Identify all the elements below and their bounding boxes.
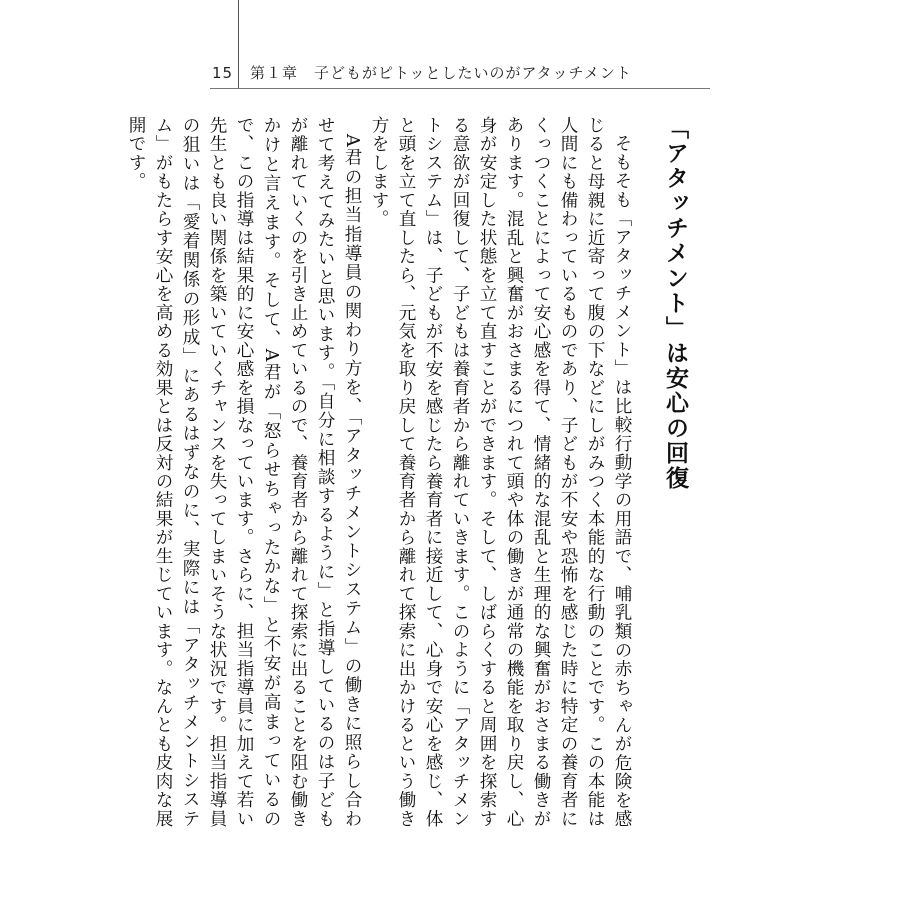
paragraph: そもそも「アタッチメント」は比較行動学の用語で、哺乳類の赤ちゃんが危険を感じると母親に近寄って腹の下などにしがみつく本能的な行動のことです。この本能は人間にも備わっているものであり、子どもが不安や恐怖を感じた時に特定の養育者にくっつくことによって安心感を得て、情緒的な混乱と生理的な興奮がおさまる働きがあります。混乱と興奮がおさまるにつれて頭や体の働きが通常の機能を取り戻し、心身が安定した状態を立て直すことができます。そして、しばらくすると周囲を探索する意欲が回復して、子どもは養育者から離れていきます。このように「アタッチメントシステム」は、子どもが不安を感じたら養育者に接近して、心身で安心を感じ、体と頭を立て直したら、元気を取り戻して養育者から離れて探索に出かけるという働き方をします。 <box>369 116 632 828</box>
section-heading: 「アタッチメント」は安心の回復 <box>662 116 688 491</box>
paragraph: A君の担当指導員の関わり方を、「アタッチメントシステム」の働きに照らし合わせて考えてみたいと思います。「自分に相談するように」と指導しているのは子どもが離れていくのを引き止めているので、養育者から離れて探索に出ることを阻む働きかけと言えます。そして、A君が「怒らせちゃったかな」と不安が高まっているので、この指導は結果的に安心感を損なっています。さらに、担当指導員に加えて若い先生とも良い関係を築いていくチャンスを失ってしまいそうな状況です。担当指導員の狙いは「愛着関係の形成」にあるはずなのに、実際には「アタッチメントシステム」がもたらす安心を高める効果とは反対の結果が生じています。なんとも皮肉な展開です。 <box>126 116 362 828</box>
page-number: 15 <box>212 64 234 82</box>
body-text <box>126 116 688 828</box>
running-header <box>212 62 632 83</box>
header-divider-horizontal <box>210 88 710 89</box>
chapter-title: 第１章 子どもがピトッとしたいのがアタッチメント <box>250 64 632 82</box>
